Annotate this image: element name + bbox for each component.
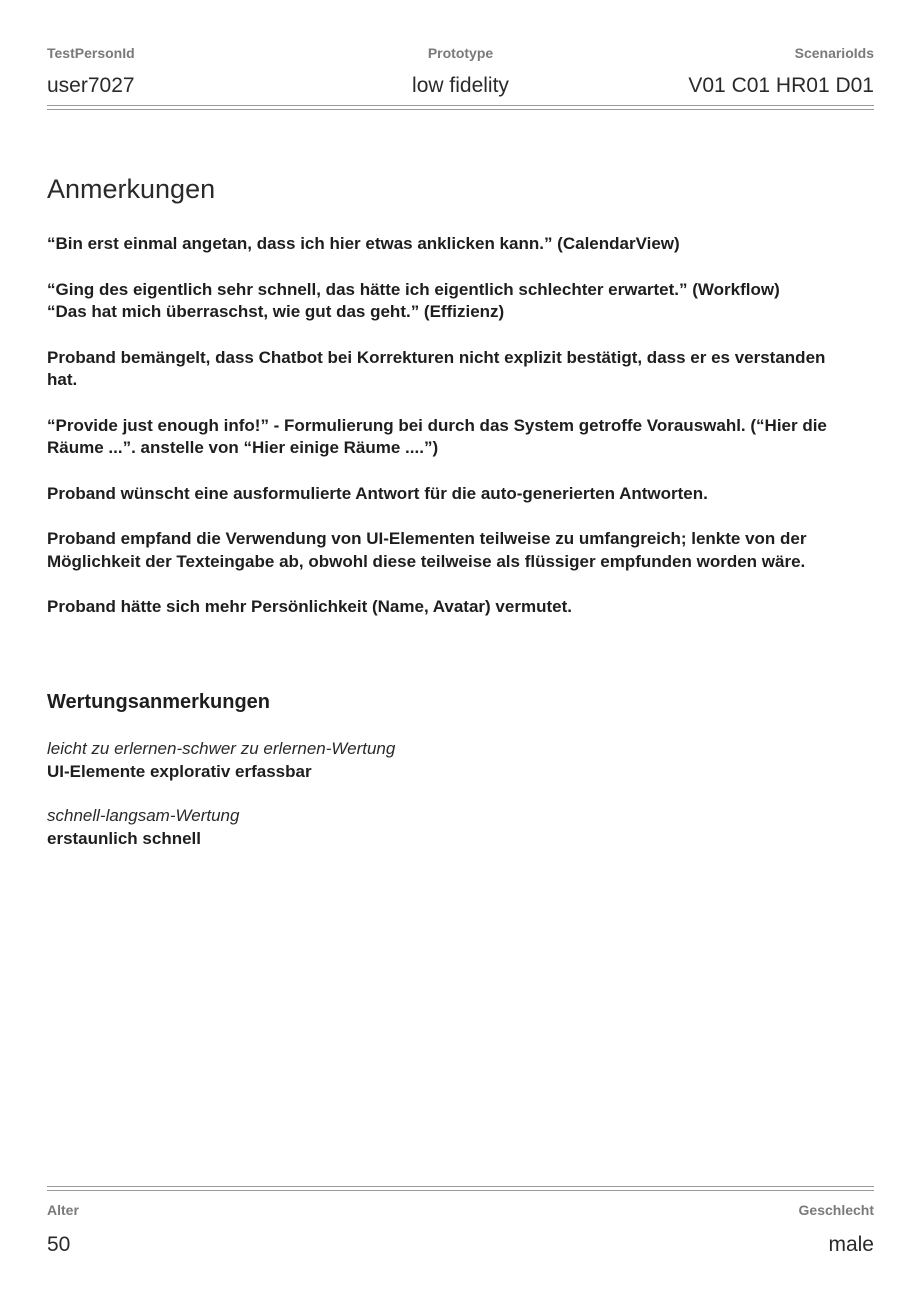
scenario-value: V01 C01 HR01 D01 [688, 74, 874, 97]
prototype-value: low fidelity [412, 74, 509, 97]
rating-value: UI-Elemente explorativ erfassbar [47, 761, 312, 781]
age-field [47, 1200, 320, 1258]
header-divider [47, 105, 874, 110]
rating-item [47, 738, 874, 783]
rating-label: leicht zu erlernen-schwer zu erlernen-Wertung [47, 739, 396, 758]
note-line: “Bin erst einmal angetan, dass ich hier etwas anklicken kann.” (CalendarView) [47, 234, 680, 253]
note-line: hat. [47, 370, 78, 389]
test-person-field [47, 43, 320, 99]
rating-item [47, 805, 874, 850]
document-header [47, 43, 874, 99]
note-paragraph [47, 279, 874, 324]
note-line: “Das hat mich überraschst, wie gut das geht.” (Effizienz) [47, 302, 505, 321]
age-value: 50 [47, 1233, 71, 1256]
rating-label: schnell-langsam-Wertung [47, 806, 240, 825]
document-page [47, 0, 874, 1311]
prototype-label: Prototype [427, 45, 494, 61]
note-line: Möglichkeit der Texteingabe ab, obwohl diese teilweise als flüssiger empfunden worden wäre. [47, 551, 806, 571]
gender-label: Geschlecht [798, 1202, 874, 1218]
prototype-field [320, 43, 601, 99]
gender-field [601, 1200, 874, 1258]
note-line: Proband bemängelt, dass Chatbot bei Korrekturen nicht explizit bestätigt, dass er es verstanden [47, 347, 826, 367]
notes-title: Anmerkungen [47, 174, 216, 204]
ratings-title: Wertungsanmerkungen [47, 691, 270, 713]
note-paragraph [47, 415, 874, 460]
note-line: “Ging des eigentlich sehr schnell, das hätte ich eigentlich schlechter erwartet.” (Workflow) [47, 279, 780, 299]
note-paragraph [47, 528, 874, 573]
age-label: Alter [47, 1202, 79, 1218]
note-line: Proband wünscht eine ausformulierte Antwort für die auto-generierten Antworten. [47, 483, 708, 503]
note-line: Proband hätte sich mehr Persönlichkeit (Name, Avatar) vermutet. [47, 597, 572, 616]
gender-value: male [828, 1233, 874, 1256]
footer-divider [47, 1186, 874, 1191]
note-line: “Provide just enough info!” - Formulierung bei durch das System getroffe Vorauswahl. (“Hier die [47, 415, 827, 435]
test-person-label: TestPersonId [47, 45, 135, 61]
note-line: Räume ...”. anstelle von “Hier einige Räume ....”) [47, 438, 439, 457]
note-paragraph [47, 483, 874, 506]
note-paragraph [47, 596, 874, 619]
rating-value: erstaunlich schnell [47, 828, 201, 848]
note-paragraph [47, 233, 874, 256]
document-footer [47, 1200, 874, 1258]
ratings-list [47, 738, 874, 872]
test-person-value: user7027 [47, 74, 135, 97]
note-paragraph [47, 347, 874, 392]
notes-list [47, 233, 874, 642]
scenario-label: ScenarioIds [794, 45, 874, 61]
note-line: Proband empfand die Verwendung von UI-Elementen teilweise zu umfangreich; lenkte von der [47, 529, 807, 548]
scenario-field [601, 43, 874, 99]
